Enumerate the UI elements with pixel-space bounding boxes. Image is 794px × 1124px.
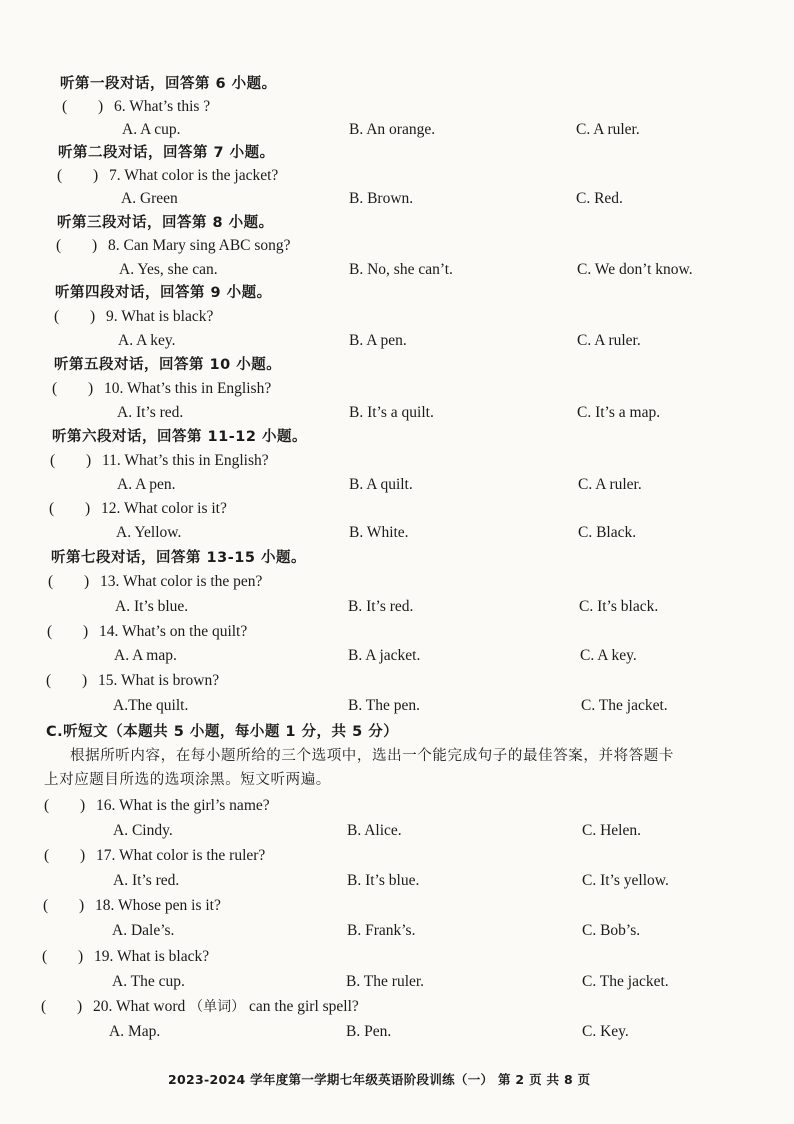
answer-bracket-open: ( bbox=[52, 380, 58, 397]
answer-blank[interactable] bbox=[47, 622, 99, 642]
question-number: 7. bbox=[109, 167, 121, 184]
q11-option-b[interactable]: B. A quilt. bbox=[349, 476, 413, 493]
question-text: Can Mary sing ABC song? bbox=[123, 237, 291, 254]
answer-bracket-open: ( bbox=[54, 308, 60, 325]
answer-blank[interactable] bbox=[46, 671, 98, 691]
q11-question bbox=[50, 451, 269, 471]
answer-bracket-open: ( bbox=[44, 797, 50, 814]
q16-option-a[interactable]: A. Cindy. bbox=[113, 822, 173, 839]
q8-question bbox=[56, 236, 291, 256]
question-number: 13. bbox=[100, 573, 120, 590]
part-c-instruction-line1: 根据所听内容，在每小题所给的三个选项中，选出一个能完成句子的最佳答案，并将答题卡 bbox=[70, 748, 674, 764]
answer-bracket-close: ) bbox=[85, 500, 91, 517]
question-text: What is black? bbox=[121, 308, 214, 325]
question-text: What color is the jacket? bbox=[124, 167, 279, 184]
question-number: 6. bbox=[114, 98, 126, 115]
answer-bracket-close: ) bbox=[78, 948, 84, 965]
question-text: What color is it? bbox=[123, 500, 227, 517]
q16-option-b[interactable]: B. Alice. bbox=[347, 822, 402, 839]
answer-bracket-open: ( bbox=[62, 98, 68, 115]
q12-option-b[interactable]: B. White. bbox=[349, 524, 409, 541]
q17-option-c[interactable]: C. It’s yellow. bbox=[582, 872, 669, 889]
answer-bracket-close: ) bbox=[86, 452, 92, 469]
question-text-tail: can the girl spell? bbox=[249, 998, 359, 1015]
section-header: 听第一段对话，回答第 6 小题。 bbox=[60, 76, 277, 92]
answer-bracket-close: ) bbox=[93, 167, 99, 184]
answer-bracket-close: ) bbox=[80, 847, 86, 864]
question-number: 16. bbox=[96, 797, 116, 814]
q7-option-a[interactable]: A. Green bbox=[121, 190, 178, 207]
q13-option-b[interactable]: B. It’s red. bbox=[348, 598, 414, 615]
question-number: 8. bbox=[108, 237, 120, 254]
answer-bracket-close: ) bbox=[90, 308, 96, 325]
q9-option-a[interactable]: A. A key. bbox=[118, 332, 176, 349]
q20-option-c[interactable]: C. Key. bbox=[582, 1023, 629, 1040]
q17-question bbox=[44, 846, 265, 866]
answer-bracket-open: ( bbox=[42, 948, 48, 965]
q14-question bbox=[47, 622, 247, 642]
q19-option-a[interactable]: A. The cup. bbox=[112, 973, 185, 990]
q16-question bbox=[44, 796, 270, 816]
question-text: What color is the pen? bbox=[122, 573, 263, 590]
question-text: What is brown? bbox=[120, 672, 220, 689]
answer-bracket-close: ) bbox=[80, 797, 86, 814]
answer-bracket-open: ( bbox=[43, 897, 49, 914]
answer-blank[interactable] bbox=[44, 796, 96, 816]
answer-bracket-open: ( bbox=[57, 167, 63, 184]
q7-question bbox=[57, 166, 278, 186]
q18-option-c[interactable]: C. Bob’s. bbox=[582, 922, 641, 939]
q18-question bbox=[43, 896, 221, 916]
question-text: What’s this ? bbox=[129, 98, 211, 115]
answer-blank[interactable] bbox=[48, 572, 100, 592]
question-text: What is the girl’s name? bbox=[118, 797, 270, 814]
q12-option-a[interactable]: A. Yellow. bbox=[116, 524, 182, 541]
question-number: 12. bbox=[101, 500, 121, 517]
part-c-instruction-line2: 上对应题目所选的选项涂黑。短文听两遍。 bbox=[44, 772, 331, 788]
answer-bracket-open: ( bbox=[41, 998, 47, 1015]
question-number: 11. bbox=[102, 452, 121, 469]
q14-option-a[interactable]: A. A map. bbox=[114, 647, 177, 664]
q8-option-c[interactable]: C. We don’t know. bbox=[577, 261, 693, 278]
answer-bracket-close: ) bbox=[82, 672, 88, 689]
answer-blank[interactable] bbox=[42, 947, 94, 967]
q8-option-a[interactable]: A. Yes, she can. bbox=[119, 261, 218, 278]
answer-bracket-open: ( bbox=[47, 623, 53, 640]
q11-option-c[interactable]: C. A ruler. bbox=[578, 476, 642, 493]
answer-blank[interactable] bbox=[54, 307, 106, 327]
answer-blank[interactable] bbox=[49, 499, 101, 519]
q18-option-a[interactable]: A. Dale’s. bbox=[112, 922, 175, 939]
q7-option-c[interactable]: C. Red. bbox=[576, 190, 623, 207]
q9-option-b[interactable]: B. A pen. bbox=[349, 332, 407, 349]
answer-bracket-open: ( bbox=[50, 452, 56, 469]
answer-bracket-open: ( bbox=[44, 847, 50, 864]
question-number: 15. bbox=[98, 672, 118, 689]
q15-question bbox=[46, 671, 219, 691]
q14-option-b[interactable]: B. A jacket. bbox=[348, 647, 421, 664]
page-footer: 2023-2024 学年度第一学期七年级英语阶段训练（一） 第 2 页 共 8 页 bbox=[168, 1072, 591, 1087]
section-header: 听第四段对话，回答第 9 小题。 bbox=[55, 285, 272, 301]
q20-question bbox=[41, 997, 359, 1017]
question-text: What’s on the quilt? bbox=[121, 623, 248, 640]
q15-option-b[interactable]: B. The pen. bbox=[348, 697, 421, 714]
answer-blank[interactable] bbox=[43, 896, 95, 916]
answer-bracket-close: ) bbox=[98, 98, 104, 115]
q7-option-b[interactable]: B. Brown. bbox=[349, 190, 414, 207]
q11-option-a[interactable]: A. A pen. bbox=[117, 476, 176, 493]
answer-blank[interactable] bbox=[50, 451, 102, 471]
part-c-title: C.听短文（本题共 5 小题，每小题 1 分，共 5 分） bbox=[46, 724, 399, 740]
q8-option-b[interactable]: B. No, she can’t. bbox=[349, 261, 453, 278]
q12-option-c[interactable]: C. Black. bbox=[578, 524, 637, 541]
answer-blank[interactable] bbox=[52, 379, 104, 399]
section-header: 听第六段对话，回答第 11-12 小题。 bbox=[52, 429, 307, 445]
q9-question bbox=[54, 307, 213, 327]
q15-option-c[interactable]: C. The jacket. bbox=[581, 697, 668, 714]
q13-option-c[interactable]: C. It’s black. bbox=[579, 598, 659, 615]
section-header: 听第三段对话，回答第 8 小题。 bbox=[57, 215, 274, 231]
answer-bracket-open: ( bbox=[46, 672, 52, 689]
q19-option-c[interactable]: C. The jacket. bbox=[582, 973, 669, 990]
answer-blank[interactable] bbox=[44, 846, 96, 866]
section-header: 听第七段对话，回答第 13-15 小题。 bbox=[51, 550, 306, 566]
question-number: 10. bbox=[104, 380, 124, 397]
q10-option-c[interactable]: C. It’s a map. bbox=[577, 404, 661, 421]
q6-option-c[interactable]: C. A ruler. bbox=[576, 121, 640, 138]
question-text: What word bbox=[115, 998, 186, 1015]
answer-bracket-close: ) bbox=[77, 998, 83, 1015]
answer-blank[interactable] bbox=[41, 997, 93, 1017]
q16-option-c[interactable]: C. Helen. bbox=[582, 822, 641, 839]
q10-option-b[interactable]: B. It’s a quilt. bbox=[349, 404, 434, 421]
q6-question bbox=[62, 97, 210, 117]
question-number: 18. bbox=[95, 897, 115, 914]
question-text: What is black? bbox=[116, 948, 210, 965]
q14-option-c[interactable]: C. A key. bbox=[580, 647, 637, 664]
q20-option-b[interactable]: B. Pen. bbox=[346, 1023, 392, 1040]
q10-option-a[interactable]: A. It’s red. bbox=[117, 404, 184, 421]
answer-blank[interactable] bbox=[57, 166, 109, 186]
q20-option-a[interactable]: A. Map. bbox=[109, 1023, 161, 1040]
answer-bracket-close: ) bbox=[83, 623, 89, 640]
question-number: 20. bbox=[93, 998, 113, 1015]
q6-option-b[interactable]: B. An orange. bbox=[349, 121, 436, 138]
question-number: 17. bbox=[96, 847, 116, 864]
q18-option-b[interactable]: B. Frank’s. bbox=[347, 922, 416, 939]
answer-blank[interactable] bbox=[56, 236, 108, 256]
question-number: 14. bbox=[99, 623, 119, 640]
answer-bracket-open: ( bbox=[49, 500, 55, 517]
answer-bracket-open: ( bbox=[56, 237, 62, 254]
answer-bracket-close: ) bbox=[88, 380, 94, 397]
q17-option-a[interactable]: A. It’s red. bbox=[113, 872, 180, 889]
answer-bracket-close: ) bbox=[84, 573, 90, 590]
question-number: 9. bbox=[106, 308, 118, 325]
q17-option-b[interactable]: B. It’s blue. bbox=[347, 872, 420, 889]
question-number: 19. bbox=[94, 948, 114, 965]
answer-bracket-open: ( bbox=[48, 573, 54, 590]
section-header: 听第二段对话，回答第 7 小题。 bbox=[58, 145, 275, 161]
q19-question bbox=[42, 947, 209, 967]
answer-bracket-close: ) bbox=[79, 897, 85, 914]
q12-question bbox=[49, 499, 227, 519]
q13-question bbox=[48, 572, 262, 592]
answer-bracket-close: ) bbox=[92, 237, 98, 254]
q19-option-b[interactable]: B. The ruler. bbox=[346, 973, 425, 990]
answer-blank[interactable] bbox=[62, 97, 114, 117]
q6-option-a[interactable]: A. A cup. bbox=[122, 121, 181, 138]
question-text: What’s this in English? bbox=[124, 452, 269, 469]
question-text: What’s this in English? bbox=[126, 380, 272, 397]
q9-option-c[interactable]: C. A ruler. bbox=[577, 332, 641, 349]
q10-question bbox=[52, 379, 271, 399]
question-text: What color is the ruler? bbox=[118, 847, 266, 864]
section-header: 听第五段对话，回答第 10 小题。 bbox=[54, 357, 282, 373]
question-text: Whose pen is it? bbox=[117, 897, 221, 914]
q13-option-a[interactable]: A. It’s blue. bbox=[115, 598, 189, 615]
question-text-cn: （单词） bbox=[189, 999, 246, 1015]
q15-option-a[interactable]: A.The quilt. bbox=[113, 697, 189, 714]
